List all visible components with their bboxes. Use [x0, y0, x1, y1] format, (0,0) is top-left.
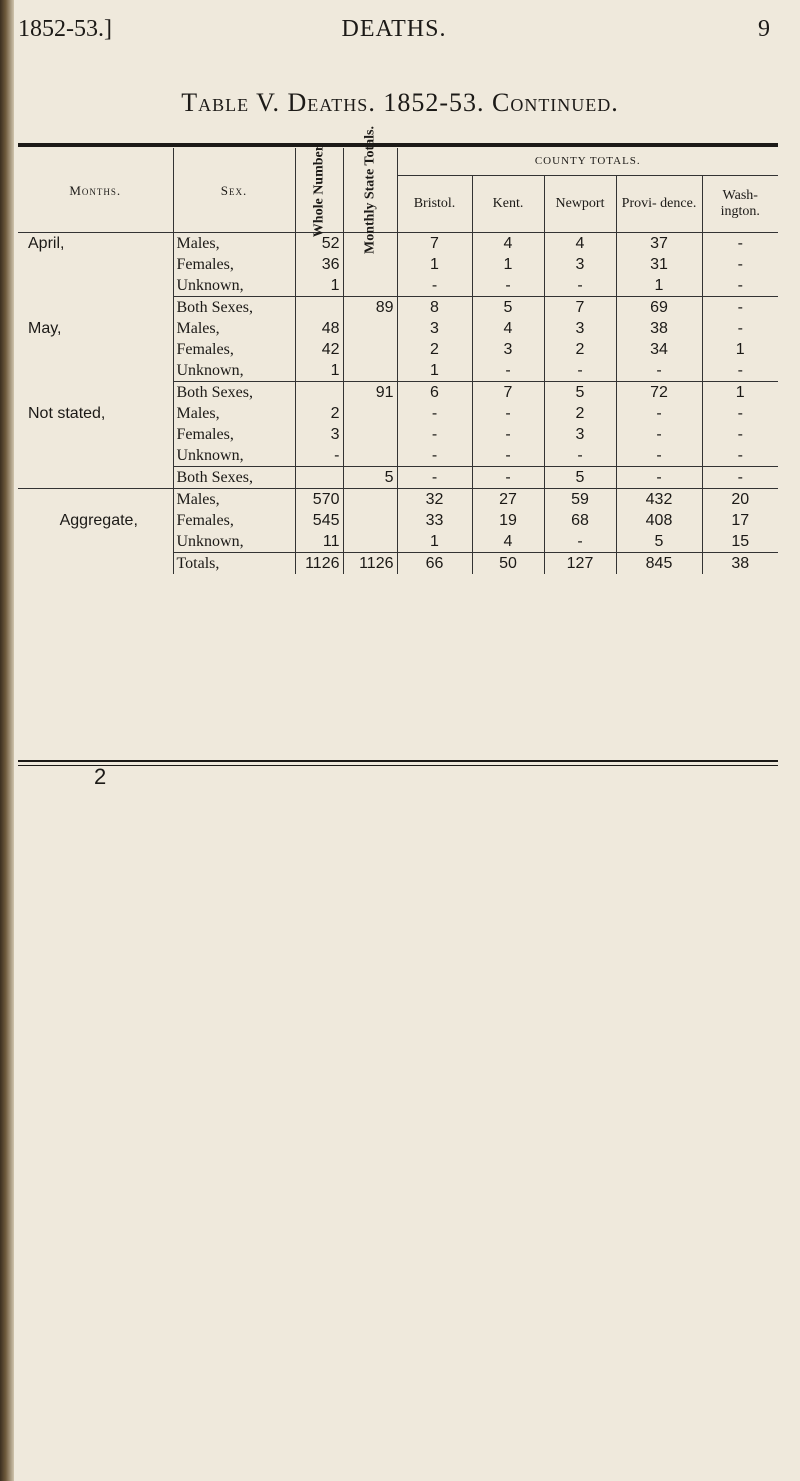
cell-newport: 68	[544, 510, 616, 531]
month-label: May,	[28, 320, 62, 337]
cell-whole: -	[295, 445, 343, 467]
cell-kent: 7	[472, 382, 544, 404]
sex-label: Males,	[173, 318, 295, 339]
cell-providence: 38	[616, 318, 702, 339]
cell-providence: 845	[616, 553, 702, 575]
col-kent: Kent.	[472, 175, 544, 232]
table-title: Table V. Deaths. 1852-53. Continued.	[181, 88, 619, 117]
cell-kent: 1	[472, 254, 544, 275]
cell-newport: 59	[544, 489, 616, 511]
cell-bristol: 1	[397, 360, 472, 382]
cell-washington: -	[702, 403, 778, 424]
cell-whole: 48	[295, 318, 343, 339]
cell-whole: 52	[295, 233, 343, 255]
cell-whole: 2	[295, 403, 343, 424]
cell-state	[343, 445, 397, 467]
cell-bristol: 6	[397, 382, 472, 404]
cell-state	[343, 360, 397, 382]
cell-state	[343, 510, 397, 531]
month-label: Aggregate,	[59, 512, 138, 529]
cell-providence: -	[616, 467, 702, 489]
cell-newport: -	[544, 360, 616, 382]
cell-whole: 36	[295, 254, 343, 275]
deaths-table	[18, 126, 778, 574]
col-bristol: Bristol.	[397, 175, 472, 232]
month-label: April,	[28, 235, 65, 252]
table-row	[18, 531, 778, 553]
sex-label: Both Sexes,	[173, 297, 295, 319]
sex-label: Both Sexes,	[173, 467, 295, 489]
cell-providence: 5	[616, 531, 702, 553]
cell-whole: 11	[295, 531, 343, 553]
cell-providence: -	[616, 445, 702, 467]
table-row	[18, 382, 778, 404]
sex-label: Unknown,	[173, 531, 295, 553]
table-row	[18, 445, 778, 467]
table-row	[18, 510, 778, 531]
cell-state	[343, 424, 397, 445]
table-row	[18, 233, 778, 255]
month-label	[18, 445, 173, 467]
cell-newport: -	[544, 445, 616, 467]
cell-state: 1126	[343, 553, 397, 575]
sex-label: Females,	[173, 339, 295, 360]
cell-washington: 20	[702, 489, 778, 511]
cell-providence: 31	[616, 254, 702, 275]
cell-newport: 7	[544, 297, 616, 319]
cell-bristol: 8	[397, 297, 472, 319]
cell-kent: 5	[472, 297, 544, 319]
cell-washington: -	[702, 360, 778, 382]
cell-bristol: 33	[397, 510, 472, 531]
cell-whole: 1	[295, 360, 343, 382]
cell-kent: -	[472, 445, 544, 467]
table-row	[18, 275, 778, 297]
cell-bristol: -	[397, 445, 472, 467]
sex-label: Unknown,	[173, 360, 295, 382]
cell-bristol: -	[397, 467, 472, 489]
month-label	[18, 531, 173, 553]
cell-washington: -	[702, 254, 778, 275]
cell-providence: -	[616, 424, 702, 445]
cell-kent: 4	[472, 531, 544, 553]
bottom-rule	[18, 760, 778, 762]
cell-state	[343, 339, 397, 360]
cell-whole: 570	[295, 489, 343, 511]
header-section: DEATHS.	[341, 16, 447, 42]
cell-newport: 2	[544, 339, 616, 360]
month-label	[18, 553, 173, 575]
month-label: Not stated,	[28, 405, 106, 422]
cell-whole: 545	[295, 510, 343, 531]
cell-providence: 432	[616, 489, 702, 511]
cell-providence: 1	[616, 275, 702, 297]
col-county-totals: COUNTY TOTALS.	[397, 148, 778, 175]
cell-state: 89	[343, 297, 397, 319]
cell-kent: 19	[472, 510, 544, 531]
cell-whole	[295, 297, 343, 319]
cell-bristol: -	[397, 403, 472, 424]
month-label	[18, 489, 173, 511]
cell-state	[343, 403, 397, 424]
sex-label: Males,	[173, 233, 295, 255]
cell-kent: 3	[472, 339, 544, 360]
sex-label: Males,	[173, 489, 295, 511]
table-row	[18, 254, 778, 275]
cell-whole: 1	[295, 275, 343, 297]
cell-kent: -	[472, 467, 544, 489]
book-spine	[0, 0, 14, 1481]
cell-whole: 1126	[295, 553, 343, 575]
cell-washington: -	[702, 275, 778, 297]
cell-washington: -	[702, 318, 778, 339]
col-washington: Wash- ington.	[702, 175, 778, 232]
cell-newport: 5	[544, 382, 616, 404]
month-label	[18, 254, 173, 275]
sex-label: Females,	[173, 424, 295, 445]
col-sex: Sex.	[173, 148, 295, 233]
table-row	[18, 360, 778, 382]
cell-kent: 4	[472, 233, 544, 255]
header-years: 1852-53.]	[18, 16, 112, 42]
month-label	[18, 339, 173, 360]
cell-bristol: -	[397, 424, 472, 445]
sex-label: Females,	[173, 510, 295, 531]
cell-bristol: -	[397, 275, 472, 297]
top-rule	[18, 143, 778, 147]
cell-kent: -	[472, 360, 544, 382]
cell-newport: 127	[544, 553, 616, 575]
month-label	[18, 360, 173, 382]
cell-washington: 15	[702, 531, 778, 553]
cell-providence: 408	[616, 510, 702, 531]
cell-providence: 34	[616, 339, 702, 360]
cell-state	[343, 275, 397, 297]
col-whole-number: Whole Number.	[295, 148, 343, 233]
sex-label: Males,	[173, 403, 295, 424]
month-label	[18, 297, 173, 319]
table-body	[18, 233, 778, 575]
cell-providence: 69	[616, 297, 702, 319]
col-providence: Provi- dence.	[616, 175, 702, 232]
month-label	[18, 467, 173, 489]
cell-newport: 2	[544, 403, 616, 424]
month-label	[18, 275, 173, 297]
sex-label: Unknown,	[173, 445, 295, 467]
month-label	[18, 424, 173, 445]
cell-bristol: 2	[397, 339, 472, 360]
cell-newport: -	[544, 531, 616, 553]
sex-label: Totals,	[173, 553, 295, 575]
cell-bristol: 1	[397, 531, 472, 553]
cell-washington: -	[702, 467, 778, 489]
cell-washington: 1	[702, 382, 778, 404]
table-row	[18, 467, 778, 489]
cell-washington: 17	[702, 510, 778, 531]
cell-providence: 72	[616, 382, 702, 404]
bottom-rule-thin	[18, 765, 778, 766]
col-monthly-state-totals: Monthly State Totals.	[343, 148, 397, 233]
cell-state	[343, 531, 397, 553]
signature-mark: 2	[94, 764, 107, 789]
cell-whole: 3	[295, 424, 343, 445]
cell-bristol: 66	[397, 553, 472, 575]
cell-kent: 4	[472, 318, 544, 339]
table-row	[18, 318, 778, 339]
page-number: 9	[758, 16, 770, 42]
table-row	[18, 403, 778, 424]
table-row	[18, 489, 778, 511]
sex-label: Unknown,	[173, 275, 295, 297]
cell-washington: 1	[702, 339, 778, 360]
cell-newport: 3	[544, 318, 616, 339]
cell-providence: -	[616, 403, 702, 424]
cell-state	[343, 254, 397, 275]
cell-state: 91	[343, 382, 397, 404]
cell-state	[343, 489, 397, 511]
cell-newport: 4	[544, 233, 616, 255]
cell-providence: 37	[616, 233, 702, 255]
cell-whole	[295, 467, 343, 489]
cell-washington: -	[702, 445, 778, 467]
cell-newport: 3	[544, 424, 616, 445]
cell-bristol: 3	[397, 318, 472, 339]
cell-whole: 42	[295, 339, 343, 360]
cell-providence: -	[616, 360, 702, 382]
cell-kent: 50	[472, 553, 544, 575]
sex-label: Both Sexes,	[173, 382, 295, 404]
table-row	[18, 339, 778, 360]
table-row	[18, 424, 778, 445]
col-newport: Newport	[544, 175, 616, 232]
cell-washington: 38	[702, 553, 778, 575]
cell-newport: 5	[544, 467, 616, 489]
cell-kent: -	[472, 403, 544, 424]
cell-bristol: 1	[397, 254, 472, 275]
cell-bristol: 7	[397, 233, 472, 255]
cell-bristol: 32	[397, 489, 472, 511]
cell-newport: 3	[544, 254, 616, 275]
table-row	[18, 553, 778, 575]
cell-kent: -	[472, 275, 544, 297]
cell-kent: -	[472, 424, 544, 445]
cell-washington: -	[702, 297, 778, 319]
cell-washington: -	[702, 424, 778, 445]
cell-washington: -	[702, 233, 778, 255]
cell-newport: -	[544, 275, 616, 297]
month-label	[18, 382, 173, 404]
table-row	[18, 297, 778, 319]
sex-label: Females,	[173, 254, 295, 275]
cell-state: 5	[343, 467, 397, 489]
cell-kent: 27	[472, 489, 544, 511]
running-header	[18, 16, 770, 56]
col-months: Months.	[18, 148, 173, 233]
cell-state	[343, 318, 397, 339]
cell-whole	[295, 382, 343, 404]
